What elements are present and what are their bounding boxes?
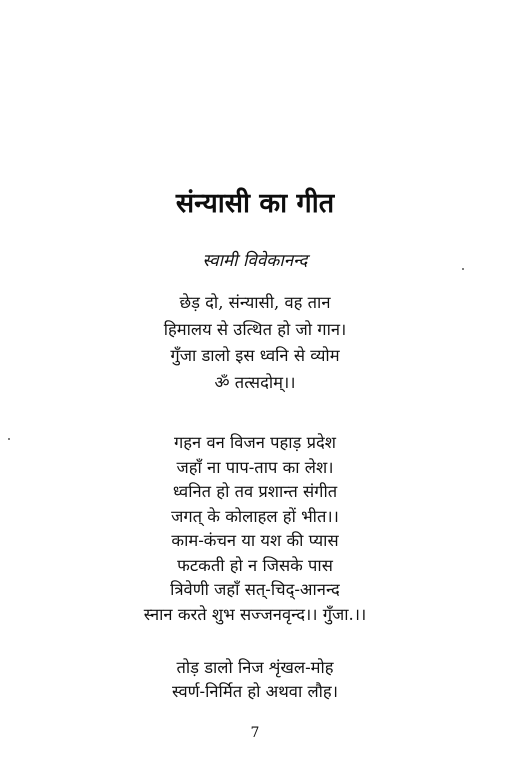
poem-line: जगत् के कोलाहल हों भीत।।	[171, 506, 339, 526]
poem-line: गहन वन विजन पहाड़ प्रदेश	[174, 433, 336, 452]
poem-line: जहाँ ना पाप-ताप का लेश।	[176, 457, 334, 477]
stanza-2	[0, 431, 510, 627]
stanza-1	[0, 290, 510, 396]
scan-speck	[8, 438, 10, 440]
poem-line: ध्वनित हो तव प्रशान्त संगीत	[172, 482, 338, 501]
poem-line: स्वर्ण-निर्मित हो अथवा लौह।	[172, 682, 338, 701]
poem-author: स्वामी विवेकानन्द	[202, 251, 308, 271]
poem-line: हिमालय से उत्थित हो जो गान।	[163, 319, 347, 339]
poem-line: ॐ तत्सदोम्।।	[214, 372, 296, 392]
stanza-3	[0, 656, 510, 704]
poem-line: गुँजा डालो इस ध्वनि से व्योम	[170, 346, 340, 365]
scan-speck	[462, 268, 464, 270]
poem-line: त्रिवेणी जहाँ सत्-चिद्-आनन्द	[170, 580, 340, 599]
poem-title: संन्यासी का गीत	[175, 188, 335, 219]
poem-line: फटकती हो न जिसके पास	[177, 555, 333, 575]
page-number: 7	[250, 725, 260, 741]
poem-line: काम-कंचन या यश की प्यास	[171, 531, 339, 550]
poem-line: तोड़ डालो निज शृंखल-मोह	[176, 658, 334, 677]
poem-line: स्नान करते शुभ सज्जनवृन्द।। गुँजा.।।	[143, 604, 367, 624]
poem-line: छेड़ दो, संन्यासी, वह तान	[179, 293, 331, 312]
